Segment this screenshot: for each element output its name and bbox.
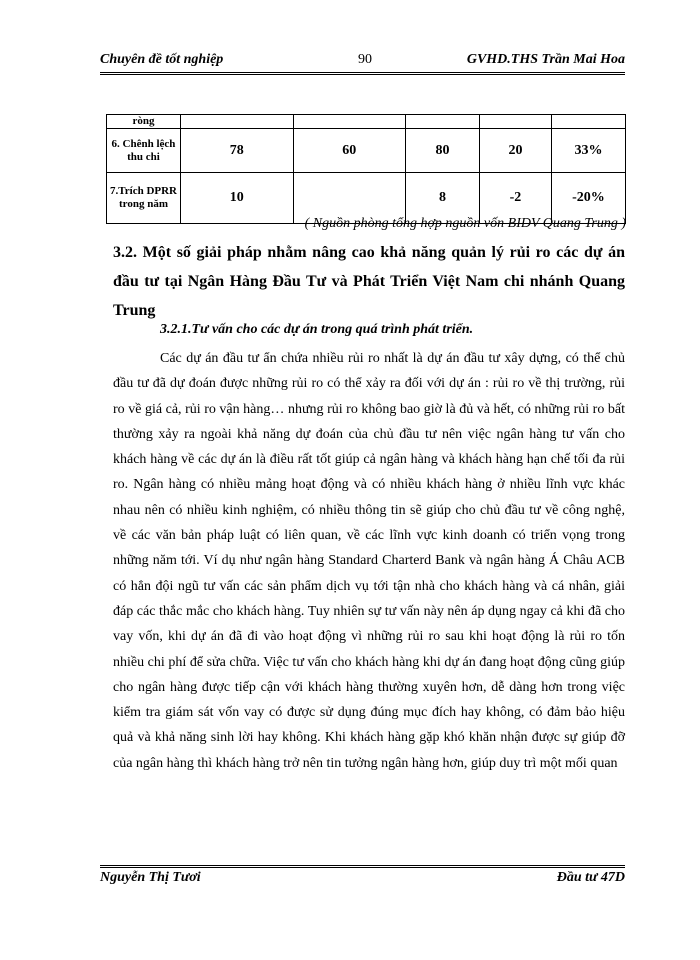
- page-number: 90: [358, 52, 372, 67]
- row-label: ròng: [107, 115, 181, 129]
- table-cell: -20%: [551, 173, 625, 224]
- table-cell: [480, 115, 552, 129]
- footer-author: Nguyễn Thị Tươi: [100, 870, 201, 885]
- table-row: [107, 129, 626, 173]
- data-table: [106, 114, 626, 224]
- footer-class: Đầu tư 47D: [556, 870, 625, 885]
- table-cell: 33%: [551, 129, 625, 173]
- table-source-note: ( Nguồn phòng tổng hợp nguồn vốn BIDV Quang Trung ): [304, 216, 626, 231]
- table-row: [107, 115, 626, 129]
- table-cell: 60: [293, 129, 406, 173]
- header-advisor: GVHD.THS Trần Mai Hoa: [466, 52, 625, 67]
- row-label: 6. Chênh lệch thu chi: [107, 129, 181, 173]
- page-footer: [100, 868, 625, 888]
- table-cell: [180, 115, 293, 129]
- header-thesis-title: Chuyên đề tốt nghiệp: [100, 52, 224, 67]
- header-rule: [100, 72, 625, 75]
- table-cell: 80: [406, 129, 480, 173]
- section-heading: 3.2. Một số giải pháp nhằm nâng cao khả năng quản lý rủi ro các dự án đầu tư tại Ngân Hàng Đầu Tư và Phát Triển Việt Nam chi nhánh Quang Trung: [113, 244, 625, 319]
- table-cell: [551, 115, 625, 129]
- page-header: [100, 50, 625, 70]
- row-label: 7.Trích DPRR trong năm: [107, 173, 181, 224]
- table-cell: 20: [480, 129, 552, 173]
- table-cell: 10: [180, 173, 293, 224]
- table-cell: [406, 115, 480, 129]
- table-cell: 8: [406, 173, 480, 224]
- table-cell: [293, 115, 406, 129]
- body-paragraph: Các dự án đầu tư ẩn chứa nhiều rủi ro nhất là dự án đầu tư xây dựng, có thể chủ đầu tư đã dự đoán được những rủi ro có thể xảy ra đối với dự án : rủi ro về thị trường, rủi ro về giá cả, rủi ro vận hàng… nhưng rủi ro không bao giờ là đủ và hết, có những rủi ro bất thường xảy ra ngoài khả năng dự đoán của chủ đầu tư nên việc ngân hàng tư vấn cho khách hàng về các dự án là điều rất tốt giúp cả ngân hàng và khách hàng hạn chế tối đa rủi ro. Ngân hàng có nhiều mảng hoạt động và có nhiều khách hàng ở nhiều lĩnh vực khác nhau nên có nhiều kinh nghiệm, có nhiều thông tin sẽ giúp cho chủ đầu tư về công nghệ, về các văn bản pháp luật có liên quan, về các lĩnh vực kinh doanh có triển vọng trong những năm tới. Ví dụ như ngân hàng Standard Charterd Bank và ngân hàng Á Châu ACB có hẳn đội ngũ tư vấn các sản phẩm dịch vụ tới tận nhà cho khách hàng và cá nhân, giải đáp các thắc mắc cho khách hàng. Tuy nhiên sự tư vấn này nên áp dụng ngay cả khi đã cho vay vốn, khi dự án đã đi vào hoạt động vì những rủi ro sau khi hoạt động là rủi ro tốn nhiều chi phí để sửa chữa. Việc tư vấn cho khách hàng khi dự án đang hoạt động cũng giúp cho ngân hàng được tiếp cận với khách hàng thường xuyên hơn, dễ dàng hơn trong việc kiểm tra giám sát vốn vay có được sử dụng đúng mục đích hay không, có đảm bảo hiệu quả và khả năng sinh lời hay không. Khi khách hàng gặp khó khăn nhận được sự giúp đỡ của ngân hàng thì khách hàng trở nên tin tưởng ngân hàng hơn, giúp duy trì một mối quan: [113, 351, 625, 771]
- subsection-heading: 3.2.1.Tư vấn cho các dự án trong quá trình phát triển.: [160, 322, 474, 337]
- table-cell: 78: [180, 129, 293, 173]
- table-cell: -2: [480, 173, 552, 224]
